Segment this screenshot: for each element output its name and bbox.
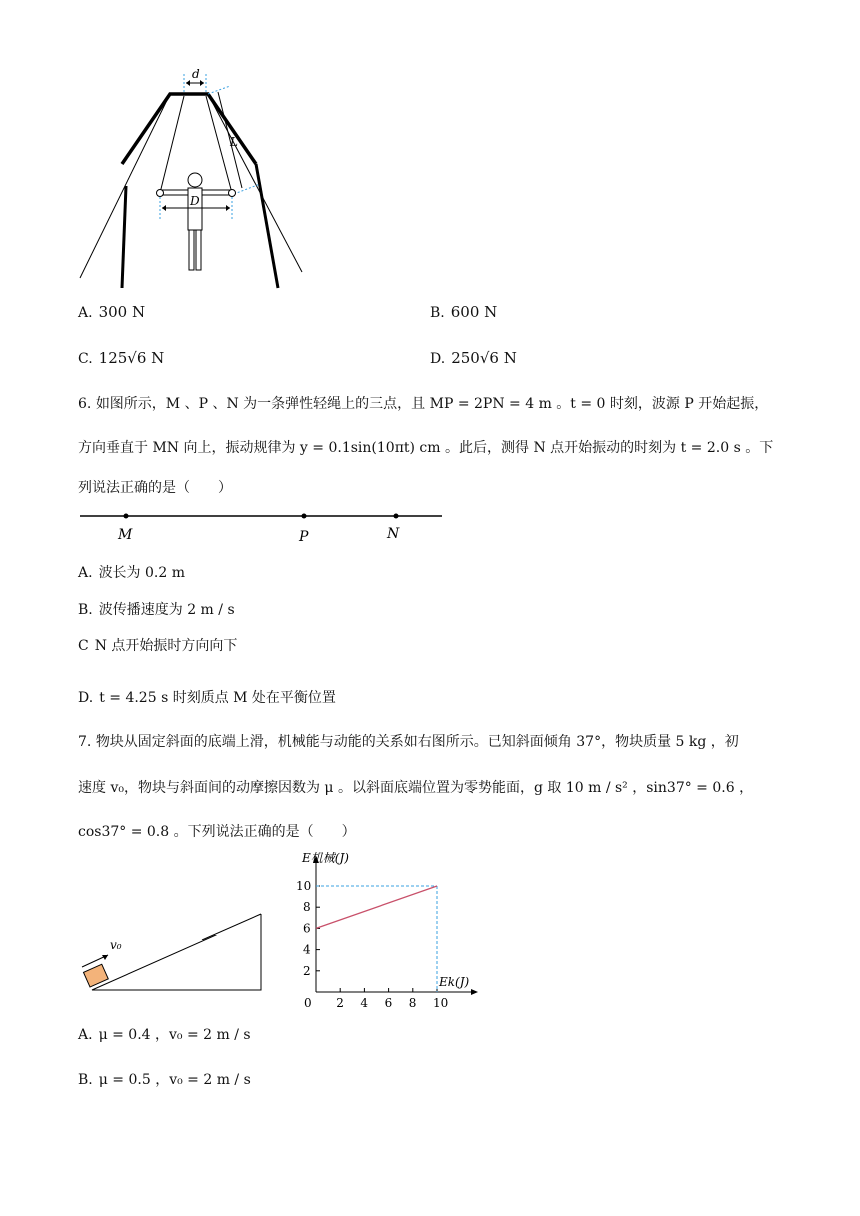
incline-top	[78, 910, 268, 940]
incline-figure	[78, 935, 268, 997]
x-axis-arrow	[471, 989, 478, 995]
q6-stem-line1: 6. 如图所示，M 、P 、N 为一条弹性轻绳上的三点，且 MP = 2PN = 4 m 。t = 0 时刻，波源 P 开始起振，	[78, 396, 769, 412]
x-tick-label: 4	[360, 996, 369, 1010]
origin-label: 0	[304, 996, 312, 1010]
q5-option-b: B. 600 N	[430, 303, 498, 321]
x-tick-label: 10	[433, 996, 449, 1010]
x-tick-label: 2	[336, 996, 344, 1010]
q6-number: 6.	[78, 396, 92, 412]
label-N: N	[387, 526, 400, 542]
q6-option-a: A. 波长为 0.2 m	[78, 565, 186, 581]
y-tick-label: 4	[303, 942, 311, 957]
q7-option-a: A. μ = 0.4 ，v₀ = 2 m / s	[78, 1027, 251, 1043]
q7-option-b: B. μ = 0.5 ，v₀ = 2 m / s	[78, 1072, 251, 1088]
y-tick-label: 8	[303, 900, 311, 915]
swing-figure	[70, 60, 310, 292]
label-v0: v₀	[110, 938, 122, 952]
q7-number: 7.	[78, 734, 92, 750]
frame-left	[122, 186, 126, 288]
y-tick-label: 2	[303, 963, 311, 978]
q5-option-d: D. 250√6 N	[430, 349, 517, 367]
y-tick-label: 10	[296, 879, 312, 893]
label-d: d	[192, 67, 200, 81]
q6-option-b: B. 波传播速度为 2 m / s	[78, 602, 235, 618]
q5-option-a: A. 300 N	[78, 303, 146, 321]
q7-stem-line1: 7. 物块从固定斜面的底端上滑，机械能与动能的关系如右图所示。已知斜面倾角 37°，物块质量 5 kg ，初	[78, 734, 739, 750]
y-axis-label: E机械(J)	[302, 852, 349, 865]
block	[83, 964, 108, 987]
point-M	[124, 514, 129, 519]
q7-stem-line2: 速度 v₀，物块与斜面间的动摩擦因数为 μ 。以斜面底端位置为零势能面，g 取 10 m / s² ，sin37° = 0.6 ，	[78, 780, 754, 796]
x-tick-label: 6	[384, 996, 393, 1010]
frame-right	[256, 164, 278, 288]
x-tick-label: 8	[408, 996, 417, 1010]
label-M: M	[118, 527, 133, 543]
label-D: D	[190, 194, 200, 208]
q7-stem-line3: cos37° = 0.8 。下列说法正确的是（ ）	[78, 824, 356, 840]
q5-option-c: C. 125√6 N	[78, 349, 165, 367]
series-line	[316, 886, 437, 928]
q6-option-d: D. t = 4.25 s 时刻质点 M 处在平衡位置	[78, 690, 336, 706]
q6-stem-line3: 列说法正确的是（ ）	[78, 480, 232, 496]
q6-option-c: C N 点开始振时方向向下	[78, 638, 238, 654]
y-tick-label: 6	[303, 921, 311, 936]
rope-diagram	[78, 506, 448, 546]
label-P: P	[299, 529, 309, 545]
label-L: L	[230, 135, 238, 149]
frame-top	[122, 94, 256, 164]
x-axis-label: Ek(J)	[439, 975, 470, 989]
point-N	[394, 514, 399, 519]
q6-stem-line2: 方向垂直于 MN 向上，振动规律为 y = 0.1sin(10πt) cm 。此后，测得 N 点开始振动的时刻为 t = 2.0 s 。下	[78, 440, 774, 456]
energy-chart	[285, 852, 485, 1012]
point-P	[302, 514, 307, 519]
